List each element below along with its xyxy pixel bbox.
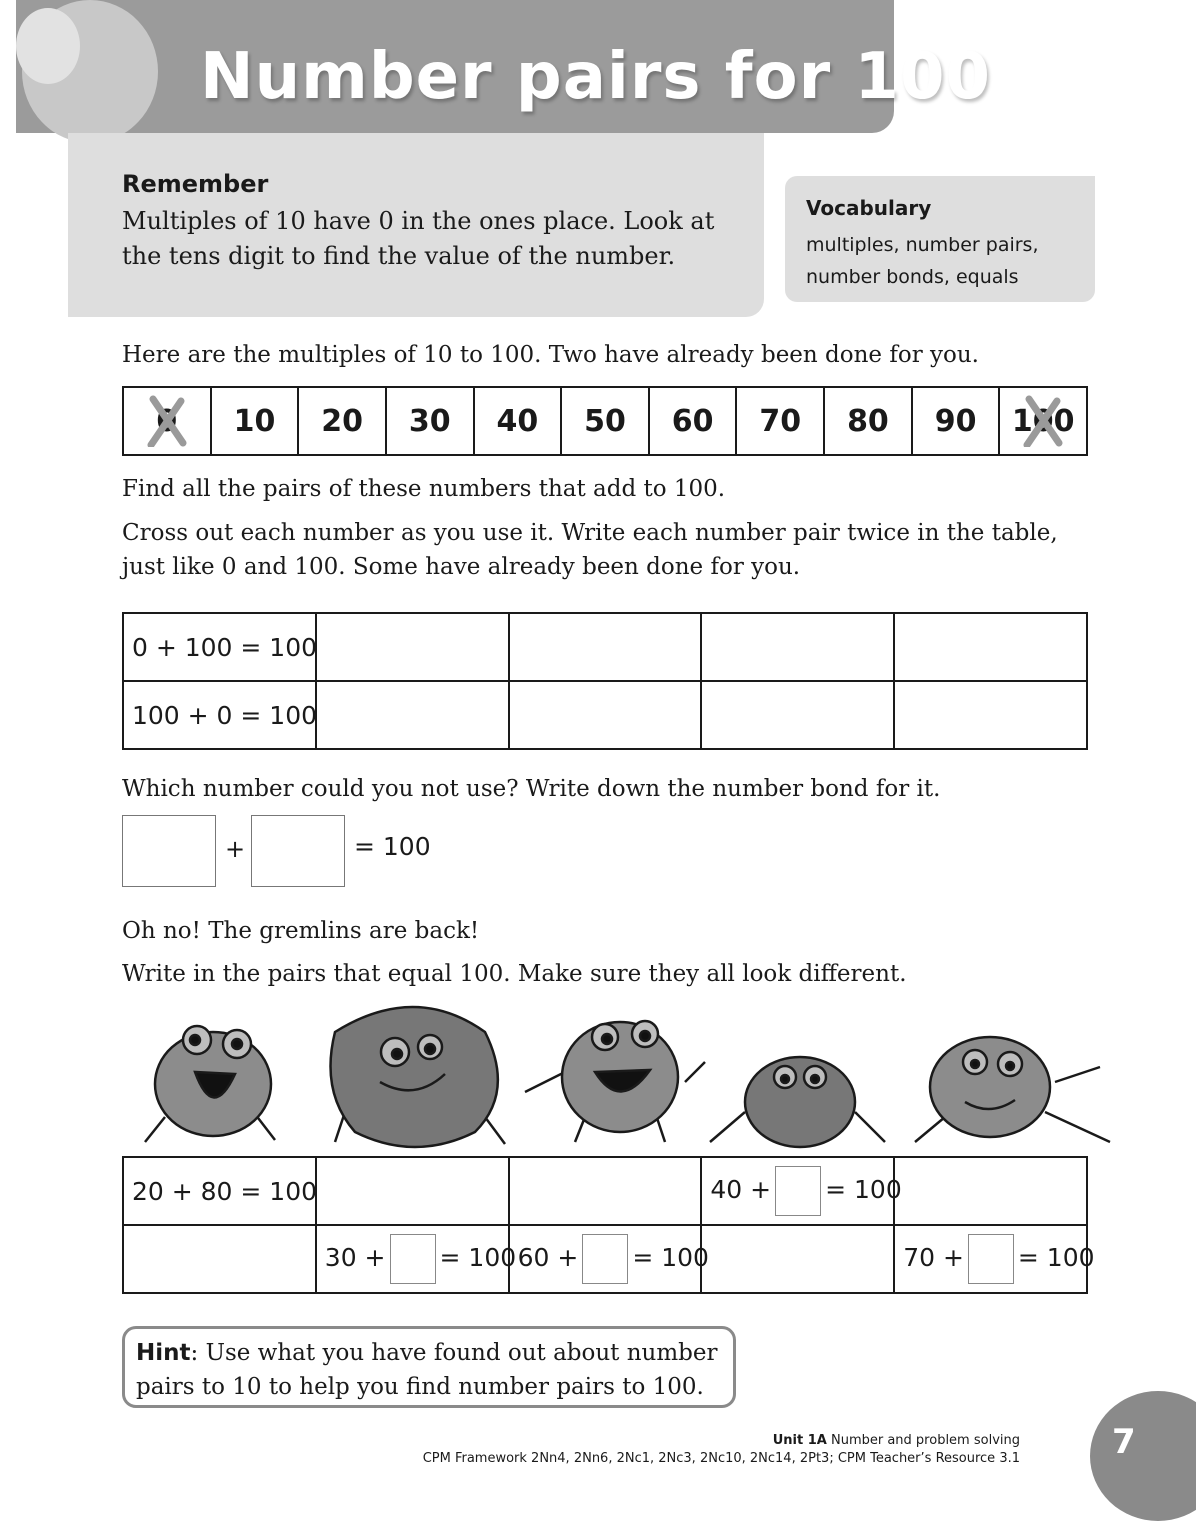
multiple-cell-80[interactable] — [825, 388, 913, 454]
gremlins-heading: Oh no! The gremlins are back! — [122, 918, 480, 944]
pair-right-text: = 100 — [825, 1175, 902, 1204]
vocabulary-heading: Vocabulary — [806, 196, 932, 220]
hint-text — [136, 1336, 726, 1404]
pair-answer-cell[interactable] — [316, 613, 509, 681]
vocabulary-text: multiples, number pairs, number bonds, equals — [806, 234, 1039, 288]
pair-left-text: 60 + — [517, 1243, 579, 1272]
pair-answer-cell[interactable] — [123, 1225, 316, 1293]
answer-box[interactable] — [390, 1234, 436, 1284]
pair-answer-cell[interactable] — [509, 1157, 702, 1225]
multiple-cell-20[interactable] — [299, 388, 387, 454]
bond-answer-box-1[interactable] — [122, 815, 216, 887]
multiples-row — [122, 386, 1088, 456]
multiple-cell-60[interactable] — [650, 388, 738, 454]
page-title: Number pairs for 100 — [200, 40, 991, 114]
multiple-value: 30 — [408, 403, 451, 439]
pair-left-text: 30 + — [324, 1243, 386, 1272]
multiple-value: 90 — [934, 403, 977, 439]
pair-answer-cell[interactable] — [894, 681, 1087, 749]
multiple-value: 20 — [321, 403, 363, 439]
pair-cell: 20 + 80 = 100 — [123, 1157, 316, 1225]
bond-equals-text: = 100 — [354, 832, 431, 861]
answer-box[interactable] — [775, 1166, 821, 1216]
multiple-cell-10[interactable] — [212, 388, 300, 454]
remember-heading: Remember — [122, 170, 269, 198]
pair-answer-cell[interactable] — [316, 681, 509, 749]
pair-partial-cell — [509, 1225, 709, 1293]
multiple-cell-30[interactable] — [387, 388, 475, 454]
multiple-cell-90[interactable] — [913, 388, 1001, 454]
pair-answer-cell[interactable] — [894, 1157, 1087, 1225]
gremlin-icon — [915, 1037, 1110, 1142]
hint-body: : Use what you have found out about number pairs to 10 to help you find number pairs to 100. — [136, 1340, 718, 1400]
pair-partial-cell — [894, 1225, 1095, 1293]
decorative-circle-small — [16, 8, 80, 84]
footer-framework: CPM Framework 2Nn4, 2Nn6, 2Nc1, 2Nc3, 2Nc10, 2Nc14, 2Pt3; CPM Teacher’s Resource 3.1 — [422, 1451, 1020, 1466]
multiple-value: 10 — [233, 403, 276, 439]
unit-title: Number and problem solving — [830, 1433, 1020, 1448]
intro-text: Here are the multiples of 10 to 100. Two have already been done for you. — [122, 342, 979, 368]
gremlins-illustration — [125, 992, 1115, 1154]
bond-answer-box-2[interactable] — [251, 815, 345, 887]
instruction-cross-out: Cross out each number as you use it. Write each number pair twice in the table, just like 0 and 100. Some have already been done for you. — [122, 520, 1058, 580]
cross-mark-icon — [1021, 395, 1065, 447]
pair-right-text: = 100 — [439, 1243, 517, 1272]
table-row — [123, 1157, 1087, 1225]
table-row — [123, 681, 1087, 749]
pair-cell: 0 + 100 = 100 — [123, 613, 316, 681]
pair-cell: 100 + 0 = 100 — [123, 681, 316, 749]
pair-answer-cell[interactable] — [701, 613, 894, 681]
pair-left-text: 70 + — [903, 1243, 964, 1272]
table-row — [123, 1225, 1087, 1293]
page-number: 7 — [1112, 1422, 1136, 1462]
answer-box[interactable] — [582, 1234, 628, 1284]
unit-label: Unit 1A — [772, 1433, 827, 1448]
gremlins-instruction: Write in the pairs that equal 100. Make sure they all look different. — [122, 961, 907, 987]
multiple-value: 40 — [496, 403, 539, 439]
pair-answer-cell[interactable] — [509, 613, 702, 681]
multiple-value: 0 — [156, 403, 178, 439]
gremlin-icon — [331, 1007, 506, 1147]
pair-answer-cell[interactable] — [701, 1225, 894, 1293]
instruction-find-pairs: Find all the pairs of these numbers that add to 100. — [122, 476, 726, 502]
answer-box[interactable] — [968, 1234, 1014, 1284]
multiple-cell-0[interactable] — [124, 388, 212, 454]
pairs-table — [122, 612, 1088, 750]
gremlin-pairs-table — [122, 1156, 1095, 1294]
multiple-value: 50 — [584, 403, 626, 439]
pair-partial-cell — [316, 1225, 517, 1293]
pair-answer-cell[interactable] — [894, 613, 1087, 681]
multiple-value: 80 — [847, 403, 889, 439]
multiple-cell-100[interactable] — [1000, 388, 1086, 454]
multiple-cell-40[interactable] — [475, 388, 563, 454]
pair-answer-cell[interactable] — [701, 681, 894, 749]
bond-question: Which number could you not use? Write down the number bond for it. — [122, 776, 941, 802]
multiple-value: 60 — [671, 403, 714, 439]
pair-right-text: = 100 — [1017, 1243, 1095, 1272]
gremlin-icon — [525, 1021, 705, 1142]
pair-answer-cell[interactable] — [509, 681, 702, 749]
cross-mark-icon — [145, 395, 189, 447]
remember-text: Multiples of 10 have 0 in the ones place. Look at the tens digit to find the value of the number. — [122, 207, 715, 270]
table-row — [123, 613, 1087, 681]
footer-unit — [773, 1433, 1020, 1448]
hint-label: Hint — [136, 1340, 191, 1366]
page-number-badge — [1090, 1391, 1196, 1521]
multiple-value: 70 — [759, 403, 802, 439]
pair-left-text: 40 + — [710, 1175, 772, 1204]
pair-answer-cell[interactable] — [316, 1157, 509, 1225]
plus-sign: + — [225, 835, 246, 863]
pair-partial-cell — [701, 1157, 902, 1225]
gremlin-icon — [710, 1057, 885, 1147]
gremlin-icon — [145, 1026, 275, 1142]
pair-right-text: = 100 — [632, 1243, 709, 1272]
multiple-cell-70[interactable] — [737, 388, 825, 454]
multiple-value: 100 — [1011, 403, 1075, 439]
multiple-cell-50[interactable] — [562, 388, 650, 454]
